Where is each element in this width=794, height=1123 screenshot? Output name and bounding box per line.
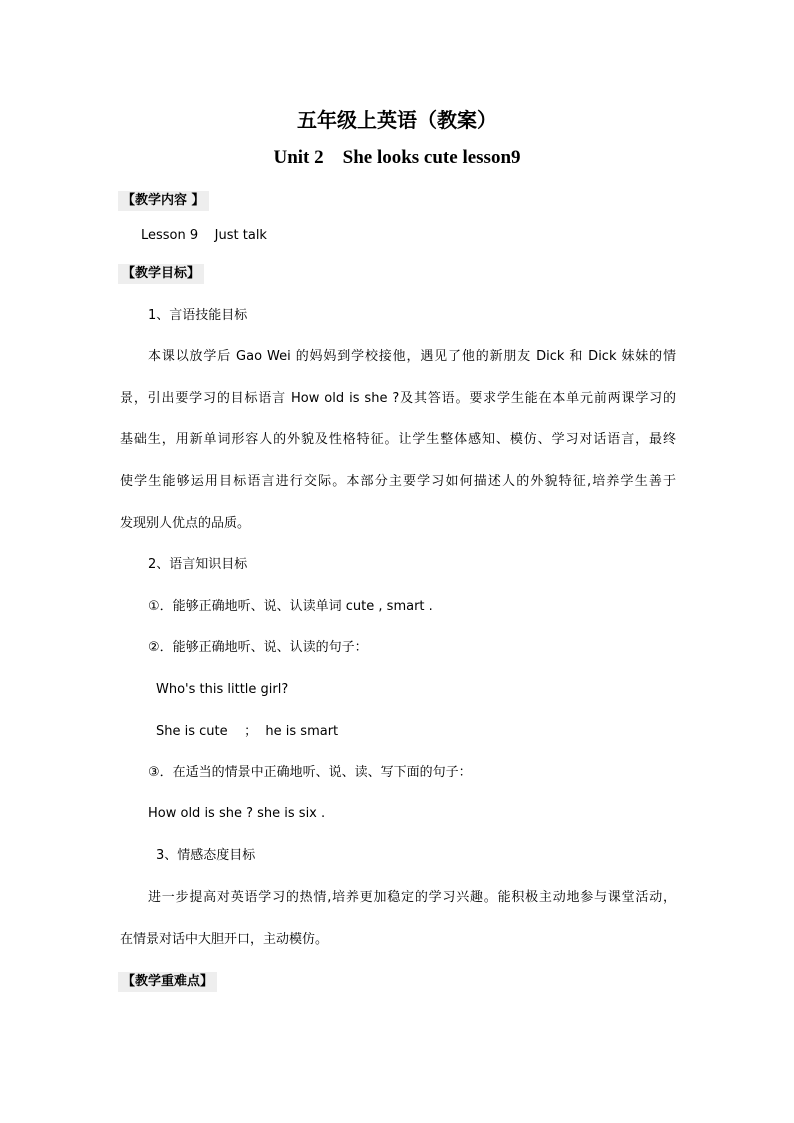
goal2-heading: 2、语言知识目标 (148, 557, 248, 572)
section-heading-key-points: 【教学重难点】 (118, 972, 217, 992)
section-heading-content: 【教学内容 】 (118, 191, 209, 211)
goal3-heading: 3、情感态度目标 (156, 848, 256, 863)
goal1-paragraph-line: 使学生能够运用目标语言进行交际。本部分主要学习如何描述人的外貌特征,培养学生善于 (120, 474, 676, 489)
goal1-paragraph-line: 发现别人优点的品质。 (120, 516, 251, 531)
goal1-heading: 1、言语技能目标 (148, 308, 248, 323)
lesson-line: Lesson 9 Just talk (141, 228, 267, 243)
section-heading-goals: 【教学目标】 (118, 264, 204, 284)
document-subtitle: Unit 2 She looks cute lesson9 (273, 147, 521, 168)
example-sentence: She is cute ； he is smart (156, 724, 339, 739)
goal2-item: ①．能够正确地听、说、认读单词 cute , smart . (148, 599, 433, 614)
goal1-paragraph-line: 景，引出要学习的目标语言 How old is she ?及其答语。要求学生能在本单元前两课学习的 (120, 391, 676, 406)
goal3-paragraph-line: 在情景对话中大胆开口，主动模仿。 (120, 932, 329, 947)
goal1-paragraph-line: 本课以放学后 Gao Wei 的妈妈到学校接他，遇见了他的新朋友 Dick 和 Dick 妹妹的情 (148, 349, 676, 364)
goal2-item: ②．能够正确地听、说、认读的句子： (148, 640, 368, 655)
goal3-paragraph-line: 进一步提高对英语学习的热情,培养更加稳定的学习兴趣。能积极主动地参与课堂活动， (148, 890, 676, 905)
document-title: 五年级上英语（教案） (297, 108, 497, 132)
example-sentence: Who's this little girl? (156, 682, 289, 697)
goal1-paragraph-line: 基础生，用新单词形容人的外貌及性格特征。让学生整体感知、模仿、学习对话语言，最终 (120, 432, 676, 447)
goal2-item: ③．在适当的情景中正确地听、说、读、写下面的句子： (148, 765, 472, 780)
example-sentence: How old is she ? she is six . (148, 806, 326, 821)
